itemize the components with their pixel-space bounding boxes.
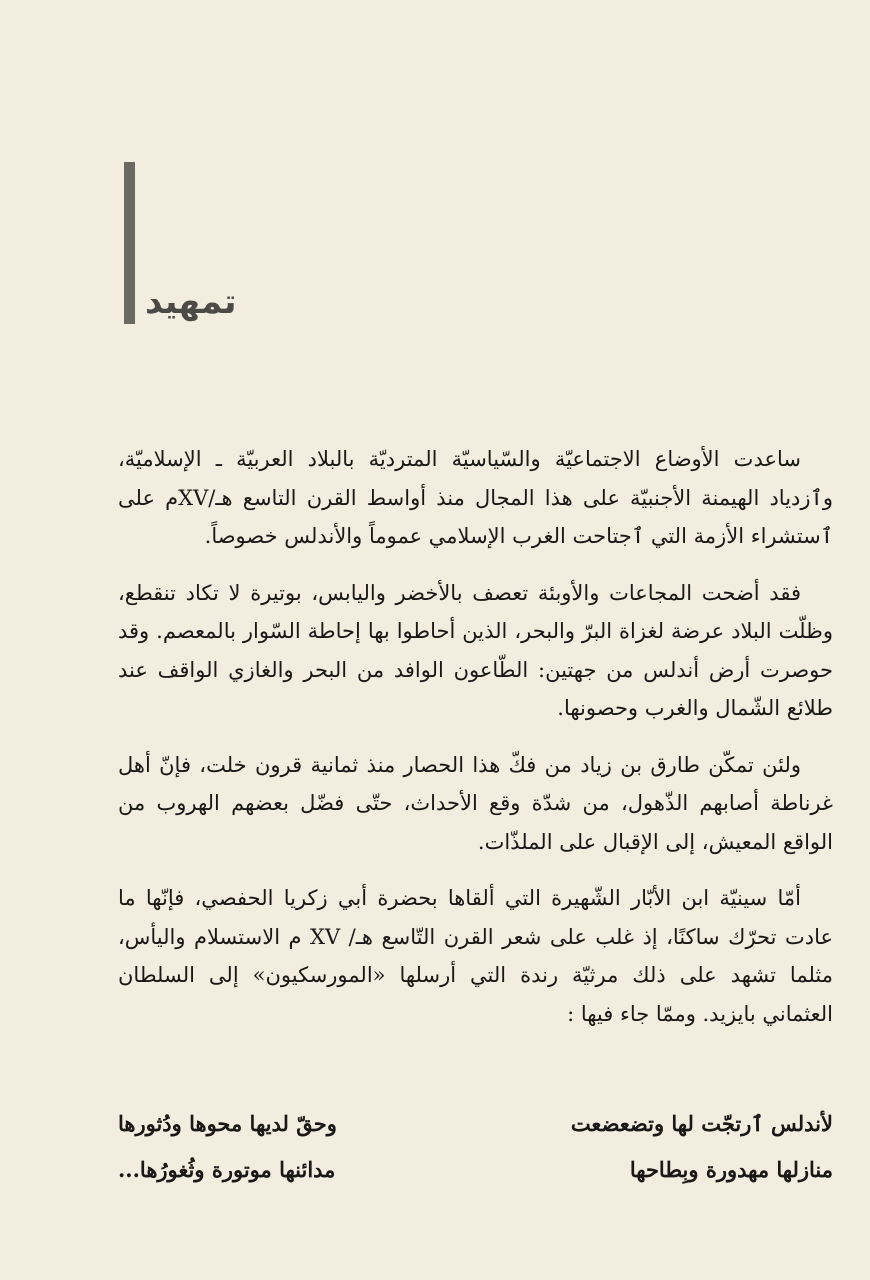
paragraph: أمّا سينيّة ابن الأبّار الشّهيرة التي ألقاها بحضرة أبي زكريا الحفصي، فإنّها ما عادت تحرّك ساكنًا، إذ غلب على شعر القرن التّاسع هـ/ XV م الاستسلام واليأس، مثلما تشهد على ذلك مرثيّة رندة التي أرسلها «المورسكيون» إلى السلطان العثماني بايزيد. وممّا جاء فيها :: [118, 886, 833, 1026]
paragraph: ولئن تمكّن طارق بن زياد من فكّ هذا الحصار منذ ثمانية قرون خلت، فإنّ أهل غرناطة أصابهم الذّهول، من شدّة وقع الأحداث، حتّى فضّل بعضهم الهروب من الواقع المعيش، إلى الإقبال على الملذّات.: [118, 752, 833, 854]
verse-second-hemistich: مدائنها موتورة وثُغورُها...: [118, 1157, 336, 1182]
verse-first-hemistich: لأندلس ٱرتجّت لها وتضعضعت: [570, 1111, 833, 1136]
paragraph: فقد أضحت المجاعات والأوبئة تعصف بالأخضر واليابس، بوتيرة لا تكاد تنقطع، وظلّت البلاد عرضة لغزاة البرّ والبحر، الذين أحاطوا بها إحاطة السّوار بالمعصم. وقد حوصرت أرض أندلس من جهتين: الطّاعون الوافد من البحر والغازي الواقف عند طلائع الشّمال والغرب وحصونها.: [118, 580, 833, 720]
poem-verse: [118, 1104, 833, 1144]
chapter-heading: تمهيد: [145, 282, 237, 322]
verse-second-hemistich: وحقّ لديها محوها ودُثورها: [118, 1111, 337, 1136]
verse-first-hemistich: منازلها مهدورة وبِطاحها: [629, 1157, 833, 1182]
poem-verse: [118, 1150, 833, 1190]
heading-accent-bar: [124, 162, 135, 324]
paragraph: ساعدت الأوضاع الاجتماعيّة والسّياسيّة المترديّة بالبلاد العربيّة ـ الإسلاميّة، وٱزدياد الهيمنة الأجنبيّة على هذا المجال منذ أواسط القرن التاسع هـ/XVم على ٱستشراء الأزمة التي ٱجتاحت الغرب الإسلامي عموماً والأندلس خصوصاً.: [118, 447, 833, 548]
body-text: [118, 440, 833, 1051]
